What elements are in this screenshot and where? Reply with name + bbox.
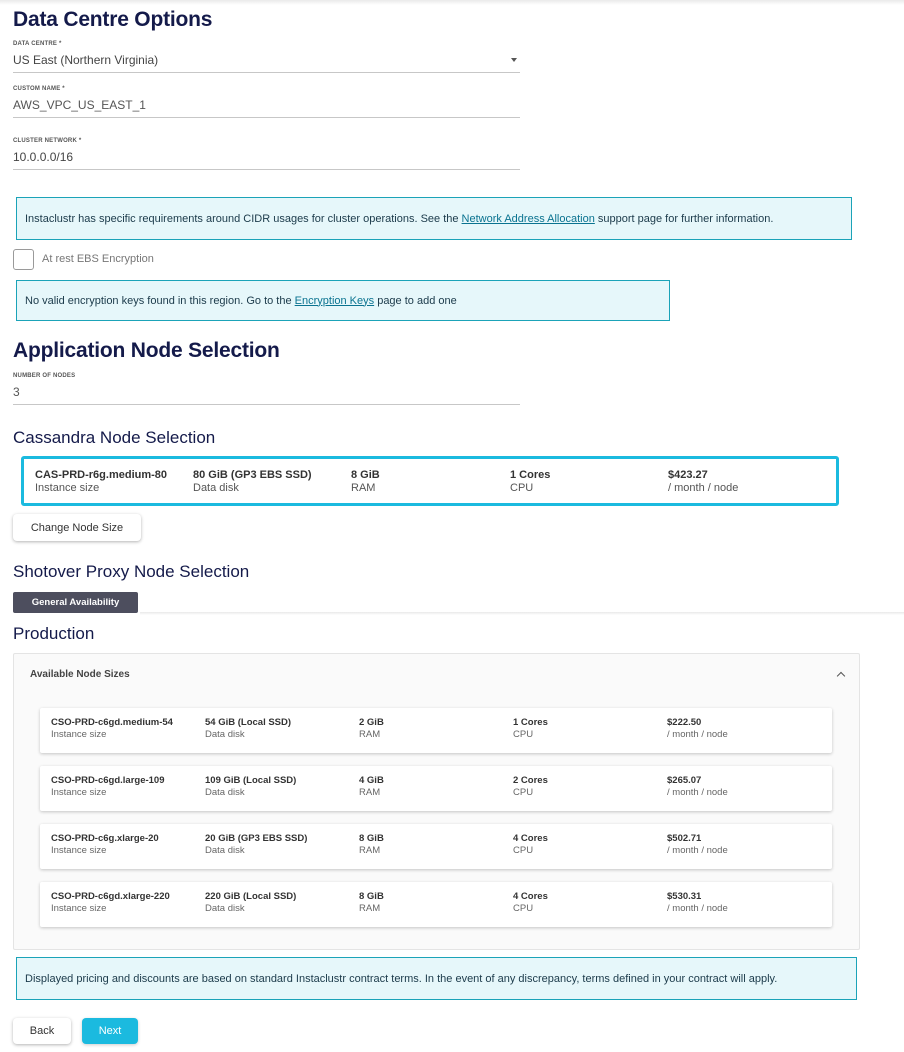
cassandra-selected-node-card[interactable] <box>21 456 839 506</box>
production-title: Production <box>13 624 95 643</box>
price-col: $222.50 / month / node <box>667 717 728 740</box>
data-centre-value: US East (Northern Virginia) <box>13 53 159 67</box>
number-of-nodes-field[interactable] <box>13 373 520 405</box>
node-size-option[interactable] <box>40 708 832 753</box>
shotover-title: Shotover Proxy Node Selection <box>13 562 250 581</box>
ebs-encryption-checkbox[interactable] <box>13 249 34 270</box>
chevron-up-icon[interactable] <box>837 672 845 680</box>
available-node-sizes-header: Available Node Sizes <box>30 669 130 680</box>
data-disk-col: 54 GiB (Local SSD) Data disk <box>205 717 292 740</box>
ebs-encryption-label: At rest EBS Encryption <box>42 253 154 265</box>
cluster-network-label: CLUSTER NETWORK * <box>13 138 82 144</box>
available-node-sizes-panel <box>13 653 860 950</box>
pricing-info-text: Displayed pricing and discounts are based on standard Instaclustr contract terms. In the event of any discrepancy, terms defined in your contract will apply. <box>25 972 778 985</box>
cassandra-title: Cassandra Node Selection <box>13 428 216 447</box>
next-button[interactable]: Next <box>82 1018 138 1044</box>
price-col: $265.07 / month / node <box>667 775 728 798</box>
cpu-col: 4 Cores CPU <box>513 833 548 856</box>
encryption-keys-link[interactable]: Encryption Keys <box>294 294 375 307</box>
cpu-col: 2 Cores CPU <box>513 775 548 798</box>
cluster-network-field[interactable] <box>13 138 520 170</box>
ram-col: 8 GiB RAM <box>359 891 384 914</box>
network-address-allocation-link[interactable]: Network Address Allocation <box>461 212 595 225</box>
price-col: $423.27 / month / node <box>668 469 739 494</box>
ram-col: 8 GiB RAM <box>359 833 384 856</box>
instance-size-col: CSO-PRD-c6gd.xlarge-220 Instance size <box>51 891 170 914</box>
encryption-info-text: No valid encryption keys found in this region. Go to the Encryption Keys page to add one <box>25 294 457 307</box>
instance-size-col: CAS-PRD-r6g.medium-80 Instance size <box>35 469 168 494</box>
pricing-info-box <box>16 957 857 1000</box>
instance-size-col: CSO-PRD-c6g.xlarge-20 Instance size <box>51 833 159 856</box>
top-shadow <box>0 0 904 5</box>
cidr-info-text: Instaclustr has specific requirements around CIDR usages for cluster operations. See the Network Address Allocation support page for further information. <box>25 212 774 225</box>
data-disk-col: 109 GiB (Local SSD) Data disk <box>205 775 297 798</box>
node-size-option[interactable] <box>40 882 832 927</box>
cpu-col: 1 Cores CPU <box>513 717 548 740</box>
data-centre-label: DATA CENTRE * <box>13 41 62 47</box>
cpu-col: 4 Cores CPU <box>513 891 548 914</box>
custom-name-field[interactable] <box>13 86 520 118</box>
custom-name-input[interactable]: AWS_VPC_US_EAST_1 <box>13 98 520 118</box>
custom-name-label: CUSTOM NAME * <box>13 86 65 92</box>
section-divider <box>140 612 904 615</box>
cluster-network-input[interactable]: 10.0.0.0/16 <box>13 150 520 170</box>
general-availability-badge: General Availability <box>13 592 138 613</box>
data-centre-field[interactable] <box>13 41 520 73</box>
back-button[interactable]: Back <box>13 1018 71 1044</box>
price-col: $502.71 / month / node <box>667 833 728 856</box>
data-centre-select[interactable] <box>13 53 520 73</box>
app-node-title: Application Node Selection <box>13 339 280 362</box>
ram-col: 4 GiB RAM <box>359 775 384 798</box>
dropdown-caret-icon[interactable] <box>511 58 517 62</box>
cpu-col: 1 Cores CPU <box>510 469 551 494</box>
ram-col: 8 GiB RAM <box>351 469 380 494</box>
node-size-option[interactable] <box>40 766 832 811</box>
price-col: $530.31 / month / node <box>667 891 728 914</box>
encryption-info-box <box>16 280 670 321</box>
instance-size-col: CSO-PRD-c6gd.large-109 Instance size <box>51 775 165 798</box>
data-disk-col: 20 GiB (GP3 EBS SSD) Data disk <box>205 833 308 856</box>
page-title: Data Centre Options <box>13 8 213 31</box>
change-node-size-button[interactable]: Change Node Size <box>13 514 141 541</box>
data-disk-col: 80 GiB (GP3 EBS SSD) Data disk <box>193 469 312 494</box>
data-disk-col: 220 GiB (Local SSD) Data disk <box>205 891 297 914</box>
number-of-nodes-input[interactable]: 3 <box>13 385 520 405</box>
instance-size-col: CSO-PRD-c6gd.medium-54 Instance size <box>51 717 173 740</box>
node-size-option[interactable] <box>40 824 832 869</box>
number-of-nodes-label: NUMBER OF NODES <box>13 373 76 379</box>
cidr-info-box <box>16 197 852 240</box>
ram-col: 2 GiB RAM <box>359 717 384 740</box>
